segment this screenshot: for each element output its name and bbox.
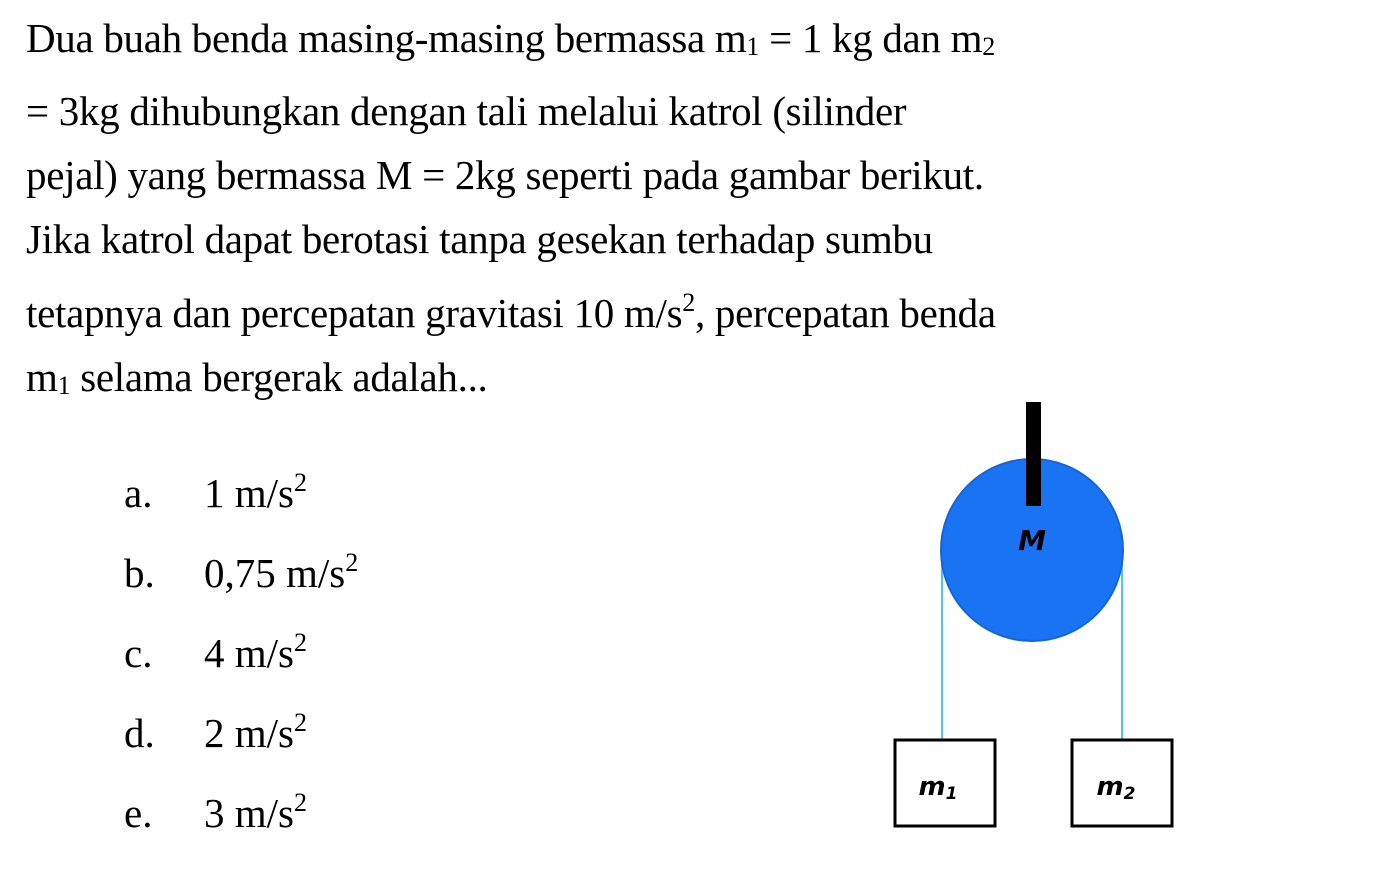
pulley-figure [880,395,1200,845]
option-d[interactable]: d. 2 $m/s^2$ [124,688,358,768]
question-line-3: pejal) yang bermassa M = 2kg seperti pada gambar berikut. [26,152,984,198]
option-value: 4 m/s [204,630,294,676]
pulley-label: M [1018,524,1046,557]
question-text [26,6,1366,418]
option-value: 1 m/s [204,470,294,516]
question-line-6: m1 selama bergerak adalah... [26,354,488,400]
option-e[interactable]: e. 3 $m/s^2$ [124,768,358,848]
option-value: 0,75 m/s [204,550,346,596]
option-letter: e. [124,790,153,836]
option-value: 2 m/s [204,710,294,756]
pulley-diagram [880,395,1200,845]
option-c[interactable]: c. 4 $m/s^2$ [124,608,358,688]
answer-options [124,448,358,848]
question-line-2: = 3kg dihubungkan dengan tali melalui katrol (silinder [26,88,907,134]
mass-1-label: m1 [918,772,958,804]
question-line-5: tetapnya dan percepatan gravitasi 10 $m/s^2$, percepatan benda [26,288,996,336]
pulley-support [1026,402,1041,506]
option-b[interactable]: b. 0,75 $m/s^2$ [124,528,358,608]
option-a[interactable]: a. 1 $m/s^2$ [124,448,358,528]
option-value: 3 m/s [204,790,294,836]
mass-2-label: m2 [1096,772,1136,804]
option-letter: a. [124,470,153,516]
option-letter: c. [124,630,153,676]
option-letter: d. [124,710,155,756]
option-letter: b. [124,550,155,596]
question-line-1: Dua buah benda masing-masing bermassa m1 = 1 kg dan m2 [26,15,995,61]
question-line-4: Jika katrol dapat berotasi tanpa gesekan terhadap sumbu [26,216,933,262]
